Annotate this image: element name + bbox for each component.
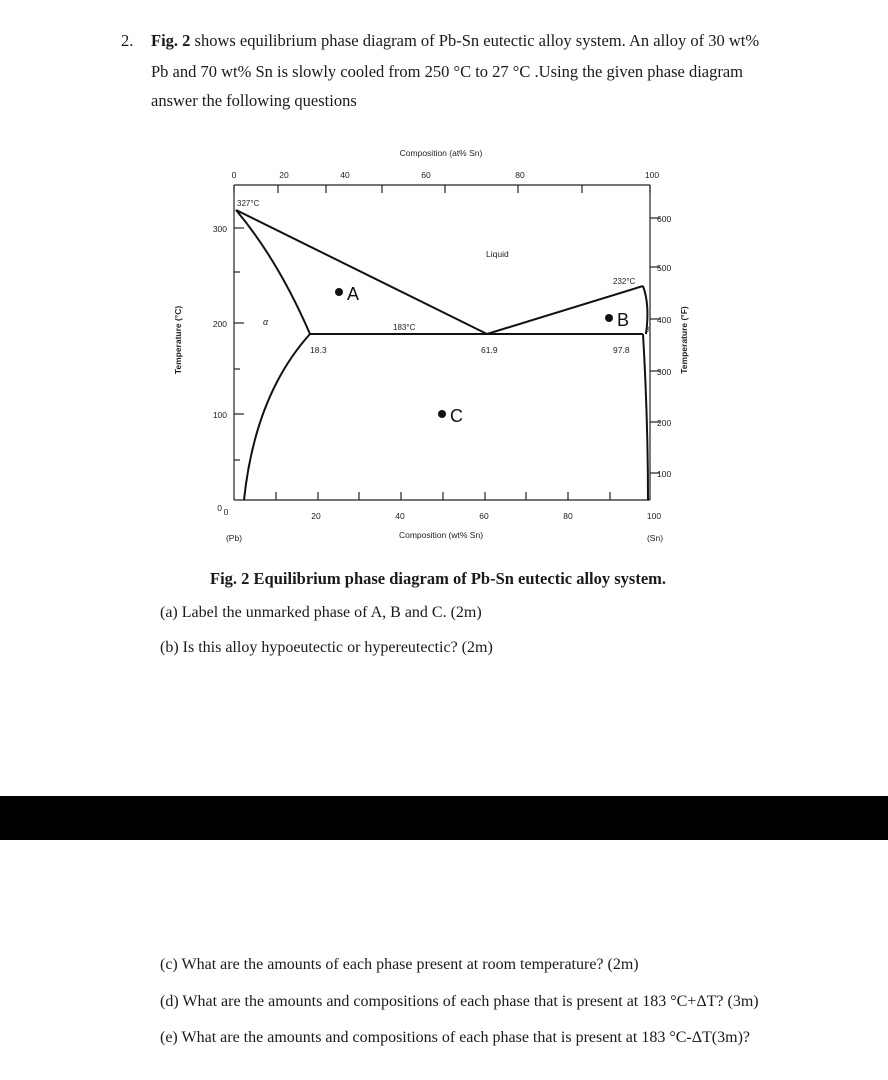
point-b-label: B: [617, 310, 630, 330]
sub-question-label: (b): [160, 639, 179, 656]
sn-end-label: (Sn): [646, 533, 664, 543]
top-tick-label: 40: [340, 170, 350, 180]
sn-melting-point-label: 232°C: [613, 277, 636, 286]
left-tick-label: 200: [212, 319, 227, 329]
point-a-label: A: [347, 284, 360, 304]
liquidus-left: [236, 210, 487, 334]
bottom-tick-label: 40: [395, 511, 405, 521]
beta-limit-label: 97.8: [613, 345, 630, 355]
pb-end-label: (Pb): [225, 533, 243, 543]
point-a-marker: [335, 288, 343, 296]
point-b-marker: [605, 314, 613, 322]
sub-question-b: [160, 639, 493, 657]
left-tick-label: 100: [212, 410, 227, 420]
intro-line-1-text: shows equilibrium phase diagram of Pb-Sn eutectic alloy system. An alloy of 30 wt%: [190, 31, 760, 50]
sub-question-text: What are the amounts and compositions of each phase that is present at 183 °C-ΔT(3m)?: [181, 1029, 751, 1046]
right-tick-label: 200: [657, 418, 672, 428]
question-intro-line-3: answer the following questions: [151, 91, 357, 110]
bottom-tick-label: 80: [563, 511, 573, 521]
bottom-tick-label: 60: [479, 511, 489, 521]
alpha-region-label: α: [263, 317, 269, 327]
top-tick-label: 100: [644, 170, 660, 180]
right-axis-title: Temperature (°F): [679, 306, 689, 374]
top-axis-title: Composition (at% Sn): [399, 148, 483, 158]
pb-melting-point-label: 327°C: [237, 199, 260, 208]
right-tick-label: 300: [657, 367, 672, 377]
point-c-label: C: [450, 406, 463, 426]
figure-reference: Fig. 2: [151, 31, 191, 50]
right-tick-label: 500: [657, 263, 672, 273]
redaction-bar: [0, 796, 888, 840]
right-tick-label: 600: [657, 214, 672, 224]
bottom-tick-label: 20: [311, 511, 321, 521]
sub-question-label: (d): [160, 993, 179, 1010]
liquid-region-label: Liquid: [486, 249, 509, 259]
left-axis-title: Temperature (°C): [173, 305, 183, 375]
figure-caption: Fig. 2 Equilibrium phase diagram of Pb-Sn eutectic alloy system.: [210, 569, 667, 588]
solvus-beta: [643, 334, 648, 500]
top-tick-label: 20: [279, 170, 289, 180]
solvus-alpha: [244, 334, 310, 500]
sub-question-e: [160, 1029, 750, 1047]
sub-question-text: Is this alloy hypoeutectic or hypereutectic? (2m): [182, 639, 493, 656]
bottom-tick-label: 0: [223, 507, 229, 517]
sub-question-text: Label the unmarked phase of A, B and C. (2m): [181, 604, 482, 621]
left-tick-label: 300: [212, 224, 227, 234]
beta-region-label: β: [645, 327, 649, 334]
question-intro-line-2: Pb and 70 wt% Sn is slowly cooled from 250 °C to 27 °C .Using the given phase diagram: [151, 62, 744, 81]
right-tick-label: 400: [657, 315, 672, 325]
point-c-marker: [438, 410, 446, 418]
top-tick-label: 60: [421, 170, 431, 180]
left-tick-label: 0: [217, 503, 222, 513]
sub-question-a: [160, 604, 482, 622]
eutectic-composition-label: 61.9: [481, 345, 498, 355]
top-tick-label: 80: [515, 170, 525, 180]
sub-question-label: (a): [160, 604, 178, 621]
bottom-tick-label: 100: [646, 511, 662, 521]
sub-question-label: (c): [160, 956, 178, 973]
bottom-axis-title: Composition (wt% Sn): [398, 530, 484, 540]
right-tick-label: 100: [657, 469, 672, 479]
sub-question-d: [160, 993, 759, 1011]
alpha-limit-label: 18.3: [310, 345, 327, 355]
sub-question-text: What are the amounts of each phase present at room temperature? (2m): [181, 956, 639, 973]
eutectic-temperature-label: 183°C: [393, 323, 416, 332]
top-tick-label: 0: [231, 170, 237, 180]
sub-question-text: What are the amounts and compositions of each phase that is present at 183 °C+ΔT? (3m): [182, 993, 759, 1010]
sub-question-label: (e): [160, 1029, 178, 1046]
sub-question-c: [160, 956, 639, 974]
question-number: 2.: [121, 31, 134, 50]
